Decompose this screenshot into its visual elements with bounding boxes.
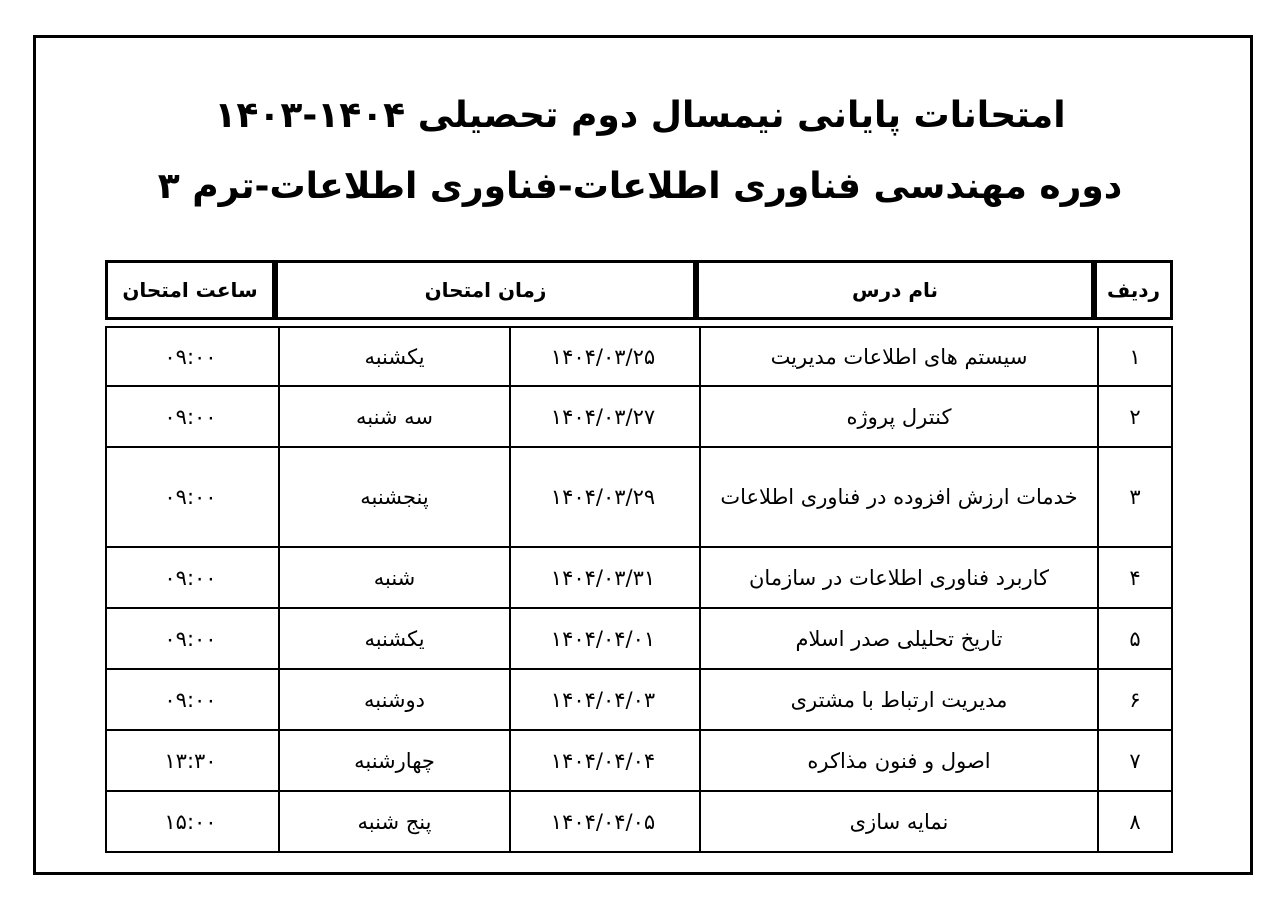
exam-time: ۱۳:۳۰ [105,731,278,792]
course-name: اصول و فنون مذاکره [699,731,1097,792]
exam-day: شنبه [278,548,509,609]
exam-time: ۱۵:۰۰ [105,792,278,853]
table-row [105,792,1173,853]
column-header-exam-date: زمان امتحان [278,260,699,320]
exam-date: ۱۴۰۴/۰۳/۲۹ [509,448,699,548]
table-row [105,609,1173,670]
row-number: ۳ [1097,448,1173,548]
row-number: ۱ [1097,326,1173,387]
row-number: ۷ [1097,731,1173,792]
table-header-row [105,260,1173,320]
column-header-exam-time: ساعت امتحان [105,260,278,320]
row-number: ۵ [1097,609,1173,670]
table-row [105,670,1173,731]
exam-time: ۰۹:۰۰ [105,448,278,548]
column-header-course: نام درس [699,260,1097,320]
course-name: خدمات ارزش افزوده در فناوری اطلاعات [699,448,1097,548]
exam-day: چهارشنبه [278,731,509,792]
exam-day: یکشنبه [278,609,509,670]
row-number: ۶ [1097,670,1173,731]
exam-day: دوشنبه [278,670,509,731]
exam-schedule-table [105,260,1173,853]
exam-date: ۱۴۰۴/۰۴/۰۳ [509,670,699,731]
exam-time: ۰۹:۰۰ [105,670,278,731]
page-title: امتحانات پایانی نیمسال دوم تحصیلی ۱۴۰۴-۱۴۰۳ [214,95,1066,136]
exam-date: ۱۴۰۴/۰۴/۰۵ [509,792,699,853]
course-name: سیستم های اطلاعات مدیریت [699,326,1097,387]
exam-day: پنجشنبه [278,448,509,548]
course-name: کنترل پروژه [699,387,1097,448]
row-number: ۴ [1097,548,1173,609]
exam-date: ۱۴۰۴/۰۳/۲۷ [509,387,699,448]
course-name: نمایه سازی [699,792,1097,853]
table-row [105,731,1173,792]
exam-date: ۱۴۰۴/۰۴/۰۴ [509,731,699,792]
course-name: مدیریت ارتباط با مشتری [699,670,1097,731]
table-row [105,326,1173,387]
table-row [105,387,1173,448]
exam-time: ۰۹:۰۰ [105,609,278,670]
exam-date: ۱۴۰۴/۰۴/۰۱ [509,609,699,670]
exam-date: ۱۴۰۴/۰۳/۲۵ [509,326,699,387]
table-row [105,448,1173,548]
table-row [105,548,1173,609]
course-name: کاربرد فناوری اطلاعات در سازمان [699,548,1097,609]
row-number: ۲ [1097,387,1173,448]
exam-time: ۰۹:۰۰ [105,326,278,387]
exam-day: سه شنبه [278,387,509,448]
column-header-row-number: ردیف [1097,260,1173,320]
page-subtitle: دوره مهندسی فناوری اطلاعات-فناوری اطلاعات-ترم ۳ [157,166,1123,207]
row-number: ۸ [1097,792,1173,853]
course-name: تاریخ تحلیلی صدر اسلام [699,609,1097,670]
exam-day: یکشنبه [278,326,509,387]
exam-date: ۱۴۰۴/۰۳/۳۱ [509,548,699,609]
exam-day: پنج شنبه [278,792,509,853]
exam-time: ۰۹:۰۰ [105,548,278,609]
exam-time: ۰۹:۰۰ [105,387,278,448]
